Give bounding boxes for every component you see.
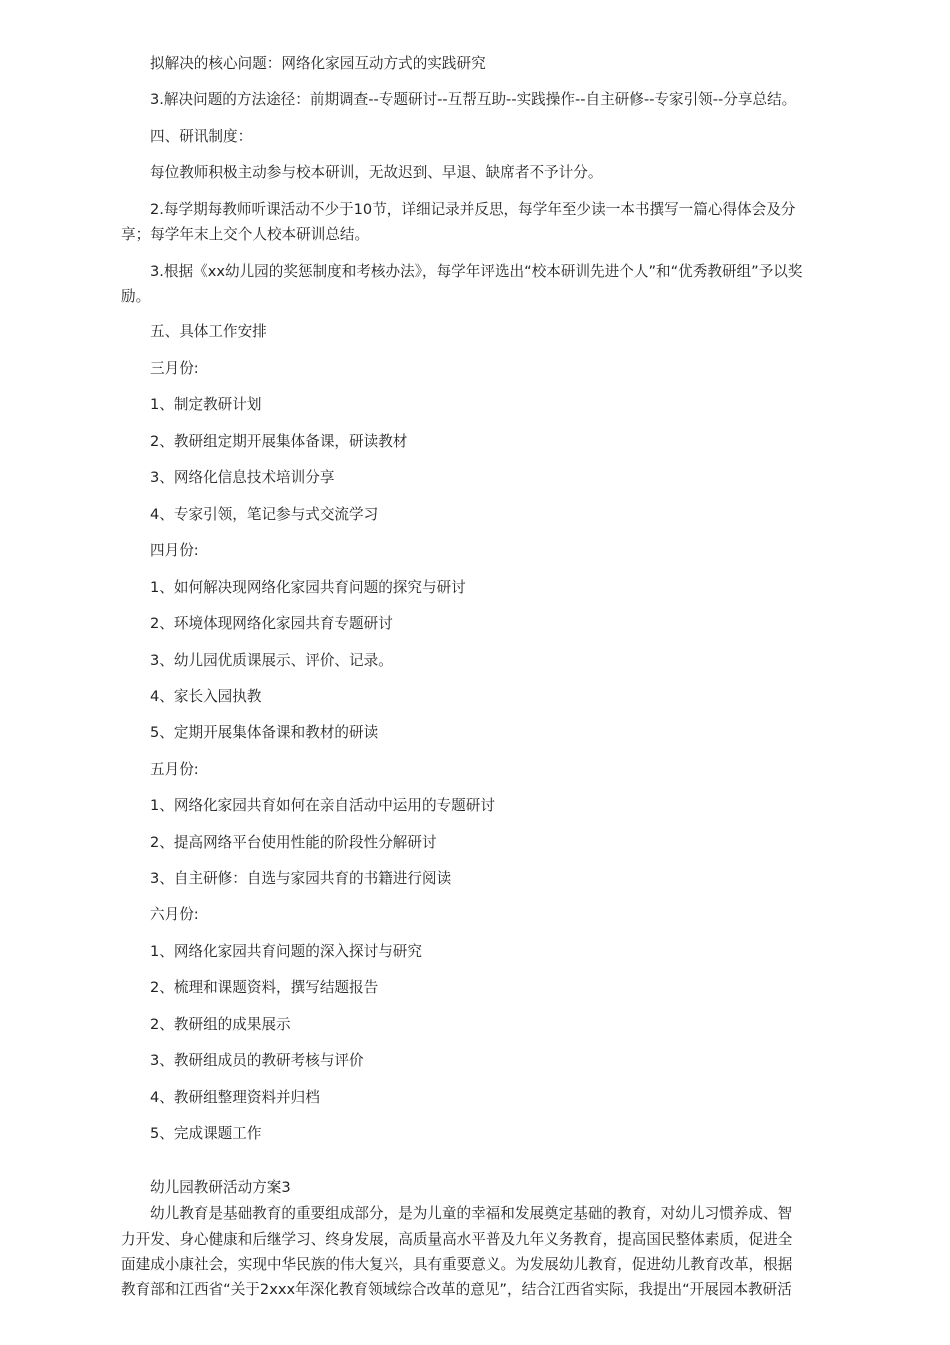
section-five-heading: 五、具体工作安排 <box>150 323 267 340</box>
list-item: 2、环境体现网络化家园共育专题研讨 <box>150 615 393 632</box>
june-heading: 六月份: <box>150 906 199 923</box>
list-item: 3、网络化信息技术培训分享 <box>150 469 335 486</box>
section-three-title: 幼儿园教研活动方案3 <box>150 1179 291 1196</box>
paragraph-line: 面建成小康社会，实现中华民族的伟大复兴，具有重要意义。为发展幼儿教育，促进幼儿教育改革，根据 <box>121 1256 793 1273</box>
paragraph-line: 教育部和江西省“关于2xxx年深化教育领域综合改革的意见”，结合江西省实际，我提出“开展园本教研活 <box>121 1281 792 1298</box>
list-item: 2、梳理和课题资料，撰写结题报告 <box>150 979 379 996</box>
list-item: 3、自主研修：自选与家园共育的书籍进行阅读 <box>150 870 452 887</box>
march-heading: 三月份: <box>150 360 199 377</box>
list-item: 5、完成课题工作 <box>150 1125 262 1142</box>
list-item: 3、幼儿园优质课展示、评价、记录。 <box>150 652 393 669</box>
list-item: 2、提高网络平台使用性能的阶段性分解研讨 <box>150 834 437 851</box>
list-item: 2、教研组定期开展集体备课，研读教材 <box>150 433 408 450</box>
rule-line-3a: 3.根据《xx幼儿园的奖惩制度和考核办法》，每学年评选出“校本研训先进个人”和“优秀教研组”予以奖 <box>150 263 803 280</box>
list-item: 2、教研组的成果展示 <box>150 1016 291 1033</box>
list-item: 4、教研组整理资料并归档 <box>150 1089 320 1106</box>
list-item: 1、制定教研计划 <box>150 396 262 413</box>
rule-line-1: 每位教师积极主动参与校本研训，无故迟到、早退、缺席者不予计分。 <box>150 164 603 181</box>
list-item: 4、家长入园执教 <box>150 688 262 705</box>
core-problem-line: 拟解决的核心问题：网络化家园互动方式的实践研究 <box>150 55 486 72</box>
may-heading: 五月份: <box>150 761 199 778</box>
list-item: 4、专家引领，笔记参与式交流学习 <box>150 506 379 523</box>
list-item: 3、教研组成员的教研考核与评价 <box>150 1052 364 1069</box>
list-item: 1、网络化家园共育问题的深入探讨与研究 <box>150 943 422 960</box>
section-four-heading: 四、研讯制度： <box>150 128 253 145</box>
list-item: 5、定期开展集体备课和教材的研读 <box>150 724 379 741</box>
list-item: 1、网络化家园共育如何在亲自活动中运用的专题研讨 <box>150 797 495 814</box>
rule-line-2b: 享；每学年末上交个人校本研训总结。 <box>121 226 370 243</box>
rule-line-2a: 2.每学期每教师听课活动不少于10节，详细记录并反思，每学年至少读一本书撰写一篇心得体会及分 <box>150 201 796 218</box>
paragraph-line: 力开发、身心健康和后继学习、终身发展，高质量高水平普及九年义务教育，提高国民整体素质，促进全 <box>121 1231 793 1248</box>
method-line: 3.解决问题的方法途径：前期调查--专题研讨--互帮互助--实践操作--自主研修--专家引领--分享总结。 <box>150 91 797 108</box>
rule-line-3b: 励。 <box>121 288 151 305</box>
april-heading: 四月份: <box>150 542 199 559</box>
paragraph-line: 幼儿教育是基础教育的重要组成部分，是为儿童的幸福和发展奠定基础的教育，对幼儿习惯养成、智 <box>150 1205 793 1222</box>
list-item: 1、如何解决现网络化家园共育问题的探究与研讨 <box>150 579 466 596</box>
